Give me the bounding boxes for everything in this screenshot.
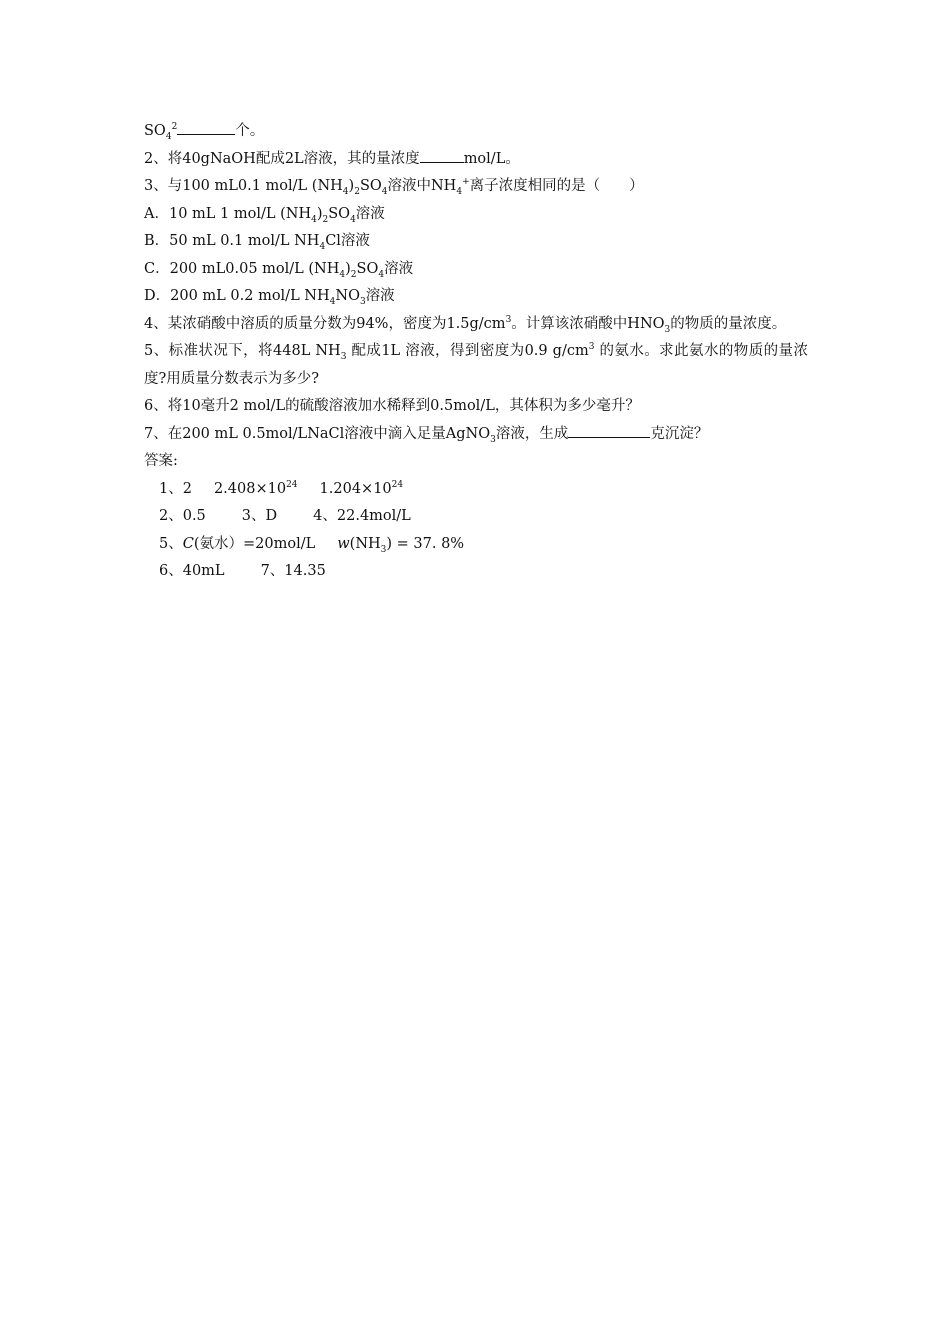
- option-a: A．10 mL 1 mol/L $(NH_4)_2SO_4$溶液: [144, 205, 385, 225]
- answer-line-6: 6、40mL 7、14.35: [159, 563, 326, 579]
- answers-heading: 答案:: [144, 453, 178, 469]
- answer-line-1: 1、2 $2.408\times 10^{24}$ $1.204\times 10^{24}$: [159, 479, 404, 497]
- option-b: B．50 mL 0.1 mol/L $NH_4Cl$溶液: [144, 233, 370, 252]
- so4-text: SO: [144, 123, 166, 139]
- question-6: 6、将10毫升2 mol/L的硫酸溶液加水稀释到0.5mol/L，其体积为多少毫升？: [144, 398, 640, 414]
- answer-line-2: 2、0.5 3、D 4、22.4mol/L: [159, 508, 411, 524]
- document-body: [144, 118, 808, 586]
- answer-line-5: 5、C(氨水）=20mol/L $w(NH_3) = 37$. 8%: [159, 535, 465, 555]
- answer-blank: [177, 120, 235, 135]
- question-2: 2、将40gNaOH配成2L溶液，其的量浓度 mol/L。: [144, 146, 808, 174]
- question-3: 3、与100 mL0.1 mol/L $(NH_4)_2SO_4$溶液中$NH_4^+$离子浓度相同的是（ ）: [144, 177, 644, 197]
- option-d: D．200 mL 0.2 mol/L $NH_4NO_3$溶液: [144, 288, 395, 307]
- answer-blank: [568, 423, 650, 438]
- answer-blank: [420, 148, 464, 163]
- option-c: C．200 mL0.05 mol/L $(NH_4)_2SO_4$溶液: [144, 260, 414, 280]
- question-7: 7、在200 mL 0.5mol/LNaCl溶液中滴入足量AgNO$_3$溶液，生成 克沉淀？: [144, 421, 808, 449]
- question-5: 5、标准状况下，将448L $NH_3$ 配成1L 溶液，得到密度为0.9 $g/cm^3$ 的氨水。求此氨水的物质的量浓度?用质量分数表示为多少?: [144, 342, 808, 387]
- q1-tail-line: $SO_4^2$ 个。: [144, 118, 808, 146]
- question-4: 4、某浓硝酸中溶质的质量分数为94%，密度为$1.5g/cm^3$。计算该浓硝酸中$HNO_3$的物质的量浓度。: [144, 314, 787, 335]
